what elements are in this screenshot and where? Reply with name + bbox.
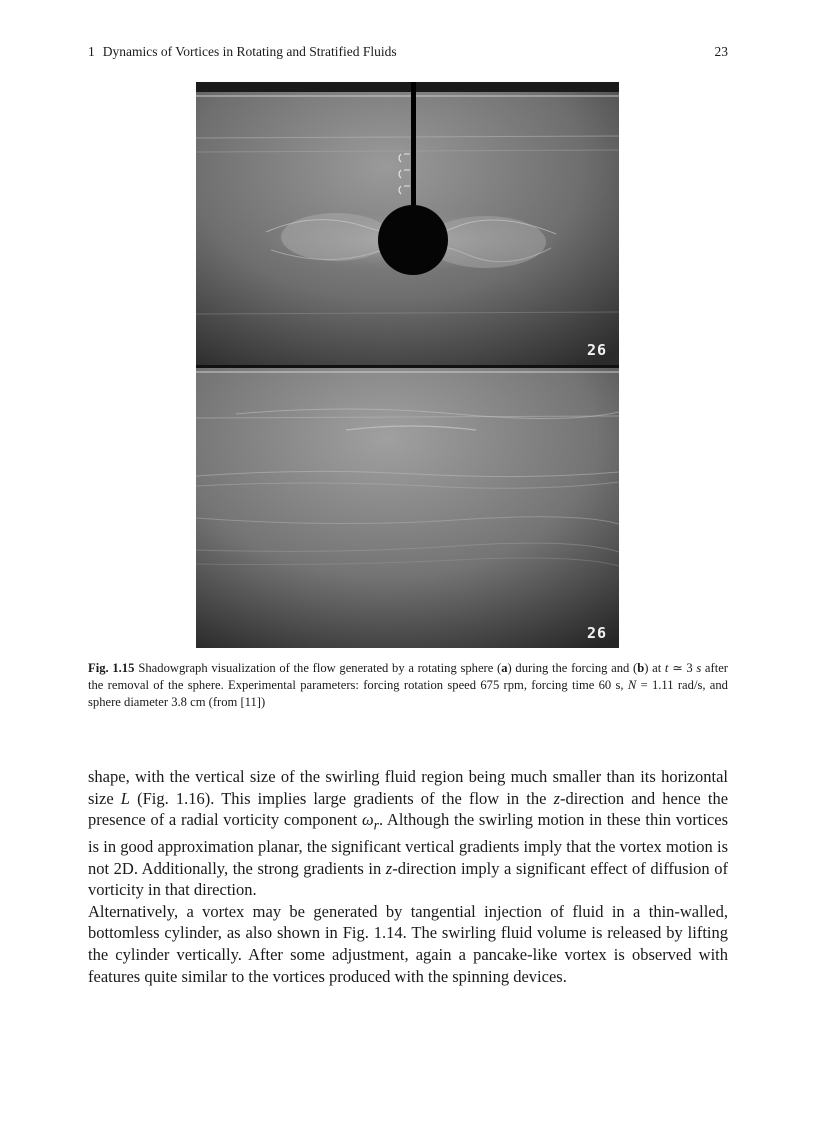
figure-1-15 [196, 82, 619, 648]
math-unit-s: s [696, 661, 702, 675]
shadowgraph-image-b [196, 368, 619, 648]
running-head [88, 44, 728, 62]
paragraph: Alternatively, a vortex may be generated by tangential injection of fluid in a thin-walled, bottomless cylinder, as also shown in Fig. 1.14. The swirling fluid volume is released by lifting the cylinder vertically. After some adjustment, again a pancake-like vortex is observed with features quite similar to the vortices produced with the spinning devices. [88, 901, 728, 986]
panel-ref-a: a [501, 661, 508, 675]
panel-ref-b: b [637, 661, 645, 675]
body-text [88, 766, 728, 987]
math-var-l: L [120, 788, 130, 808]
caption-text: ) during the forcing and ( [507, 661, 638, 675]
math-var-omega: ω [361, 810, 374, 830]
figure-panel-a [196, 82, 619, 365]
paragraph [88, 766, 728, 901]
chapter-number: 1 [88, 44, 95, 59]
figure-panel-b [196, 368, 619, 648]
frame-counter-a: 26 [586, 341, 607, 359]
caption-text: ≃ 3 [668, 661, 697, 675]
math-var-z: z [553, 788, 561, 808]
caption-text: Shadowgraph visualization of the flow generated by a rotating sphere ( [138, 661, 502, 675]
text-run: shape, with the vertical size of the swirling fluid region being much smaller than its horizontal size [88, 767, 728, 808]
math-var-z: z [385, 858, 393, 878]
shadowgraph-image-a [196, 82, 619, 365]
text-run: . Although the swirling motion in these thin vortices is in good approximation planar, the significant vertical gradients imply that the vortex motion is not 2D. Additionally, the strong gradients in [88, 810, 728, 878]
chapter-title: Dynamics of Vortices in Rotating and Stratified Fluids [102, 44, 397, 59]
math-subscript-r: r [373, 817, 379, 833]
figure-label: Fig. 1.15 [88, 661, 135, 675]
math-var-n: N [627, 678, 637, 692]
text-run: -direction imply a significant effect of diffusion of vorticity in that direction. [88, 858, 728, 900]
caption-text: = 1.11 rad/s, and sphere diameter 3.8 cm (from [11]) [88, 678, 728, 709]
caption-text: after the removal of the sphere. Experimental parameters: forcing rotation speed 675 rpm, forcing time 60 s, [88, 661, 728, 692]
chapter-heading [88, 44, 397, 60]
page-number: 23 [714, 44, 728, 59]
caption-text: ) at [644, 661, 665, 675]
text-run: (Fig. 1.16). This implies large gradients of the flow in the [129, 788, 554, 808]
sphere-shadow [378, 205, 448, 275]
figure-caption [88, 660, 728, 711]
text-run: -direction and hence the presence of a radial vorticity component [88, 788, 729, 830]
frame-counter-b: 26 [586, 624, 607, 642]
math-var-t: t [664, 661, 669, 675]
